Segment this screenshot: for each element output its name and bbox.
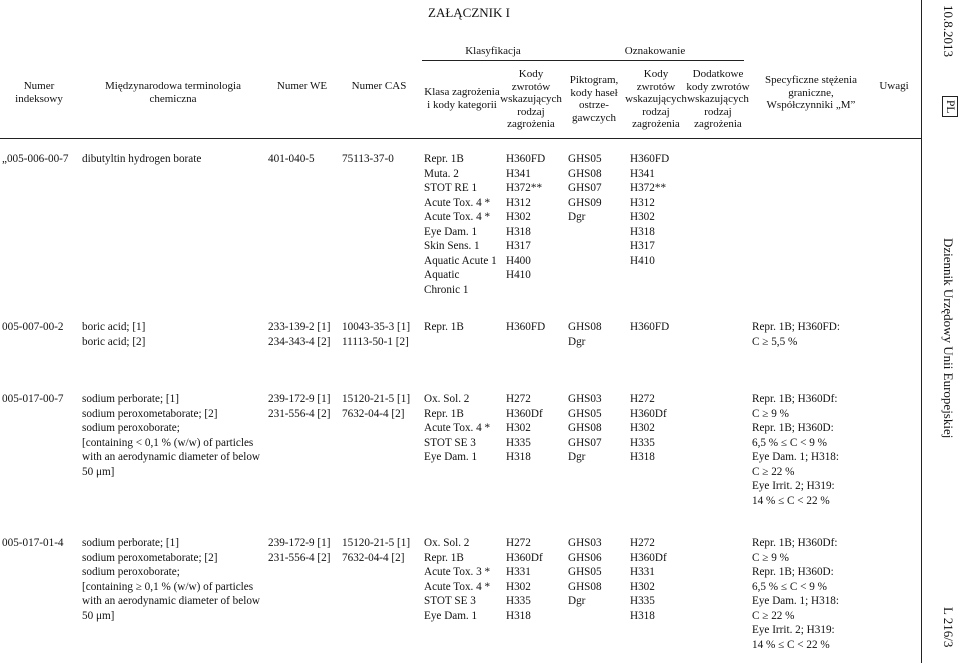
header-line: zwrotów — [511, 80, 551, 93]
side-strip — [921, 0, 960, 663]
cell-line: H272 — [506, 537, 531, 549]
header-line: wskazujących — [687, 93, 749, 105]
cell-line: [containing ≥ 0,1 % (w/w) of particles — [82, 580, 254, 593]
header-line: gawczych — [572, 111, 616, 124]
cell-cas-number — [342, 536, 410, 565]
cell-line: Repr. 1B — [424, 407, 464, 420]
side-language-badge: PL — [942, 96, 958, 117]
cell-line: 15120-21-5 [1] — [342, 537, 411, 549]
header-line: zagrożenia — [507, 118, 555, 130]
header-line: kody zwrotów — [686, 80, 750, 93]
cell-line: STOT SE 3 — [424, 595, 476, 607]
cell-line: boric acid; [2] — [82, 335, 146, 348]
cell-line: Repr. 1B; H360Df: — [752, 393, 838, 405]
cell-cas-number — [342, 392, 410, 421]
cell-line: H331 — [506, 566, 531, 578]
cell-line: H360Df — [630, 551, 667, 564]
header-classification: Klasyfikacja — [465, 45, 521, 57]
cell-line: H410 — [630, 254, 655, 267]
header-line: i kody kategorii — [427, 98, 497, 111]
cell-h-codes-label — [630, 320, 669, 335]
cell-line: with an aerodynamic diameter of below — [82, 595, 261, 607]
cell-ec-number — [268, 152, 315, 167]
cell-line: H318 — [630, 451, 655, 463]
cell-line: Skin Sens. 1 — [424, 240, 480, 252]
cell-line: H272 — [630, 537, 655, 549]
cell-line: GHS05 — [568, 153, 602, 165]
cell-line: H317 — [630, 240, 655, 252]
cell-line: Chronic 1 — [424, 283, 469, 296]
cell-line: Ox. Sol. 2 — [424, 393, 470, 405]
cell-line: 401-040-5 — [268, 153, 315, 165]
cell-line: Eye Dam. 1; H318: — [752, 451, 839, 463]
header-notes: Uwagi — [879, 80, 909, 92]
header-line: Specyficzne stężenia graniczne, — [765, 74, 857, 99]
cell-line: GHS08 — [568, 167, 602, 180]
cell-line: Repr. 1B — [424, 551, 464, 564]
cell-line: Muta. 2 — [424, 167, 459, 180]
cell-line: C ≥ 5,5 % — [752, 335, 798, 348]
header-line: Kody — [518, 68, 544, 80]
cell-cas-number — [342, 152, 394, 167]
header-line: Kody — [643, 68, 669, 80]
cell-ec-number — [268, 392, 330, 421]
header-line: wskazujących — [500, 93, 562, 105]
cell-line: Repr. 1B; H360FD: — [752, 321, 840, 333]
header-line: zagrożenia — [632, 118, 680, 130]
cell-scl — [752, 536, 839, 652]
header-scl-m-factors — [748, 74, 874, 112]
cell-line: GHS05 — [568, 407, 602, 420]
cell-line: H318 — [630, 225, 655, 238]
header-line: Klasa zagrożenia — [424, 86, 500, 98]
cell-line: STOT RE 1 — [424, 182, 478, 194]
header-line: zagrożenia — [694, 118, 742, 130]
cell-h-codes-label — [630, 392, 667, 465]
cell-line: 239-172-9 [1] — [268, 393, 331, 405]
cell-line: H360FD — [506, 321, 546, 333]
cell-index-number: „005-006-00-7 — [2, 153, 69, 165]
cell-chemical-name — [82, 320, 145, 349]
header-supplementary-h — [686, 68, 750, 131]
cell-h-codes-label — [630, 536, 667, 623]
header-chemical-name: Międzynarodowa terminologia chemiczna — [105, 80, 241, 105]
cell-line: H302 — [630, 580, 655, 593]
header-h-codes-label — [624, 68, 688, 131]
cell-line: C ≥ 9 % — [752, 551, 789, 564]
header-line: zwrotów — [636, 80, 676, 93]
cell-line: sodium peroxometaborate; [2] — [82, 407, 218, 420]
cell-cas-number — [342, 320, 410, 349]
cell-line: Eye Dam. 1 — [424, 451, 478, 463]
cell-line: 231-556-4 [2] — [268, 551, 331, 564]
cell-pictogram — [568, 320, 602, 349]
cell-line: 14 % ≤ C < 22 % — [752, 494, 830, 507]
cell-line: H302 — [630, 422, 655, 434]
header-line: Dodatkowe — [692, 68, 744, 80]
cell-line: H335 — [506, 436, 531, 449]
header-group-rule — [422, 60, 744, 61]
cell-line: H360Df — [630, 407, 667, 420]
cell-line: H302 — [506, 580, 531, 593]
cell-line: 7632-04-4 [2] — [342, 551, 405, 564]
cell-line: boric acid; [1] — [82, 321, 146, 333]
header-line: rodzaj — [642, 105, 670, 118]
cell-line: H341 — [506, 167, 531, 180]
cell-line: H312 — [506, 196, 531, 209]
cell-line: H318 — [506, 609, 531, 622]
cell-line: Repr. 1B — [424, 153, 464, 165]
header-cas-no: Numer CAS — [351, 80, 407, 92]
header-line: kody haseł — [570, 86, 618, 99]
cell-line: H272 — [506, 393, 531, 405]
cell-line: sodium perborate; [1] — [82, 537, 179, 549]
cell-line: Repr. 1B; H360Df: — [752, 537, 838, 549]
cell-line: Aquatic — [424, 269, 460, 281]
header-bottom-rule — [0, 138, 921, 139]
cell-line: Acute Tox. 4 * — [424, 211, 491, 223]
cell-line: Dgr — [568, 335, 586, 348]
header-line: Piktogram, — [569, 74, 619, 86]
cell-line: 234-343-4 [2] — [268, 335, 331, 348]
cell-line: Acute Tox. 4 * — [424, 196, 491, 209]
cell-line: Dgr — [568, 451, 586, 463]
cell-line: Eye Irrit. 2; H319: — [752, 624, 835, 636]
header-pictogram — [562, 74, 626, 124]
cell-line: Aquatic Acute 1 — [424, 254, 497, 267]
cell-line: H302 — [630, 211, 655, 223]
side-page-number: L 216/3 — [941, 607, 956, 648]
cell-line: sodium peroxoborate; — [82, 422, 180, 434]
cell-line: H335 — [630, 436, 655, 449]
cell-line: H302 — [506, 211, 531, 223]
cell-line: H318 — [506, 225, 531, 238]
cell-line: with an aerodynamic diameter of below — [82, 451, 261, 463]
cell-line: H360Df — [506, 551, 543, 564]
header-line: Współczynniki „M” — [766, 99, 856, 111]
cell-line: 231-556-4 [2] — [268, 407, 331, 420]
cell-line: dibutyltin hydrogen borate — [82, 153, 202, 165]
cell-line: H335 — [630, 595, 655, 607]
cell-hazard-class — [424, 320, 464, 335]
cell-hazard-class — [424, 536, 490, 623]
cell-pictogram — [568, 536, 602, 609]
cell-line: Eye Dam. 1; H318: — [752, 595, 839, 607]
cell-line: H318 — [630, 609, 655, 622]
cell-line: GHS07 — [568, 182, 602, 194]
cell-line: GHS05 — [568, 566, 602, 578]
cell-line: Acute Tox. 4 * — [424, 422, 491, 434]
cell-line: 6,5 % ≤ C < 9 % — [752, 436, 827, 449]
annex-title: ZAŁĄCZNIK I — [428, 5, 510, 20]
cell-line: GHS03 — [568, 537, 602, 549]
cell-chemical-name — [82, 152, 201, 167]
cell-line: 239-172-9 [1] — [268, 537, 331, 549]
cell-ec-number — [268, 536, 330, 565]
cell-line: [containing < 0,1 % (w/w) of particles — [82, 436, 254, 449]
header-index-no: Numer indeksowy — [15, 80, 63, 105]
side-journal-title: Dziennik Urzędowy Unii Europejskiej — [941, 238, 956, 439]
cell-line: GHS07 — [568, 436, 602, 449]
cell-line: H372** — [630, 182, 667, 194]
header-line: rodzaj — [704, 105, 732, 118]
cell-line: H302 — [506, 422, 531, 434]
cell-ec-number — [268, 320, 330, 349]
header-hazard-class — [422, 86, 502, 111]
cell-line: sodium perborate; [1] — [82, 393, 179, 405]
cell-pictogram — [568, 152, 602, 225]
cell-line: C ≥ 9 % — [752, 407, 789, 420]
cell-line: 10043-35-3 [1] — [342, 321, 411, 333]
cell-line: H317 — [506, 240, 531, 252]
cell-line: Eye Dam. 1 — [424, 609, 478, 622]
cell-line: GHS08 — [568, 321, 602, 333]
cell-h-codes-class — [506, 320, 545, 335]
header-line: rodzaj — [517, 105, 545, 118]
cell-line: 11113-50-1 [2] — [342, 335, 409, 348]
cell-line: GHS06 — [568, 551, 602, 564]
cell-hazard-class — [424, 392, 490, 465]
cell-line: 15120-21-5 [1] — [342, 393, 411, 405]
cell-index-number: 005-017-00-7 — [2, 393, 64, 405]
cell-line: H272 — [630, 393, 655, 405]
cell-line: 75113-37-0 — [342, 153, 394, 165]
cell-line: H372** — [506, 182, 543, 194]
cell-line: H312 — [630, 196, 655, 209]
cell-line: Repr. 1B — [424, 321, 464, 333]
header-h-codes-class — [500, 68, 562, 131]
cell-line: 6,5 % ≤ C < 9 % — [752, 580, 827, 593]
cell-pictogram — [568, 392, 602, 465]
cell-line: Ox. Sol. 2 — [424, 537, 470, 549]
cell-line: 50 μm] — [82, 609, 115, 622]
cell-line: GHS08 — [568, 580, 602, 593]
cell-line: Acute Tox. 3 * — [424, 566, 491, 578]
header-ec-no: Numer WE — [276, 80, 328, 92]
cell-hazard-class — [424, 152, 497, 297]
cell-line: 50 μm] — [82, 465, 115, 478]
cell-line: Acute Tox. 4 * — [424, 580, 491, 593]
cell-h-codes-class — [506, 392, 543, 465]
cell-line: H410 — [506, 269, 531, 281]
cell-line: Dgr — [568, 595, 586, 607]
cell-chemical-name — [82, 536, 260, 623]
cell-line: Dgr — [568, 211, 586, 223]
cell-line: Eye Dam. 1 — [424, 225, 478, 238]
cell-scl — [752, 392, 839, 508]
cell-line: H360FD — [630, 153, 670, 165]
cell-h-codes-class — [506, 152, 545, 283]
cell-line: H360Df — [506, 407, 543, 420]
cell-index-number: 005-017-01-4 — [2, 537, 64, 549]
cell-line: H400 — [506, 254, 531, 267]
cell-line: 14 % ≤ C < 22 % — [752, 638, 830, 651]
cell-line: STOT SE 3 — [424, 436, 476, 449]
cell-line: Eye Irrit. 2; H319: — [752, 480, 835, 492]
cell-line: GHS03 — [568, 393, 602, 405]
header-labelling: Oznakowanie — [624, 45, 686, 57]
cell-line: H341 — [630, 167, 655, 180]
cell-line: sodium peroxometaborate; [2] — [82, 551, 218, 564]
side-date: 10.8.2013 — [941, 5, 956, 57]
cell-h-codes-label — [630, 152, 669, 268]
cell-h-codes-class — [506, 536, 543, 623]
cell-line: Repr. 1B; H360D: — [752, 566, 834, 578]
cell-line: H360FD — [506, 153, 546, 165]
cell-line: 233-139-2 [1] — [268, 321, 331, 333]
cell-line: C ≥ 22 % — [752, 465, 795, 478]
cell-line: sodium peroxoborate; — [82, 566, 180, 578]
cell-scl — [752, 320, 840, 349]
cell-line: C ≥ 22 % — [752, 609, 795, 622]
header-line: wskazujących — [625, 93, 687, 105]
cell-line: GHS09 — [568, 196, 602, 209]
cell-line: Repr. 1B; H360D: — [752, 422, 834, 434]
cell-index-number: 005-007-00-2 — [2, 321, 64, 333]
cell-line: H335 — [506, 595, 531, 607]
cell-line: GHS08 — [568, 422, 602, 434]
cell-chemical-name — [82, 392, 260, 479]
cell-line: 7632-04-4 [2] — [342, 407, 405, 420]
cell-line: H360FD — [630, 321, 670, 333]
header-line: ostrze- — [579, 99, 609, 111]
cell-line: H318 — [506, 451, 531, 463]
cell-line: H331 — [630, 566, 655, 578]
